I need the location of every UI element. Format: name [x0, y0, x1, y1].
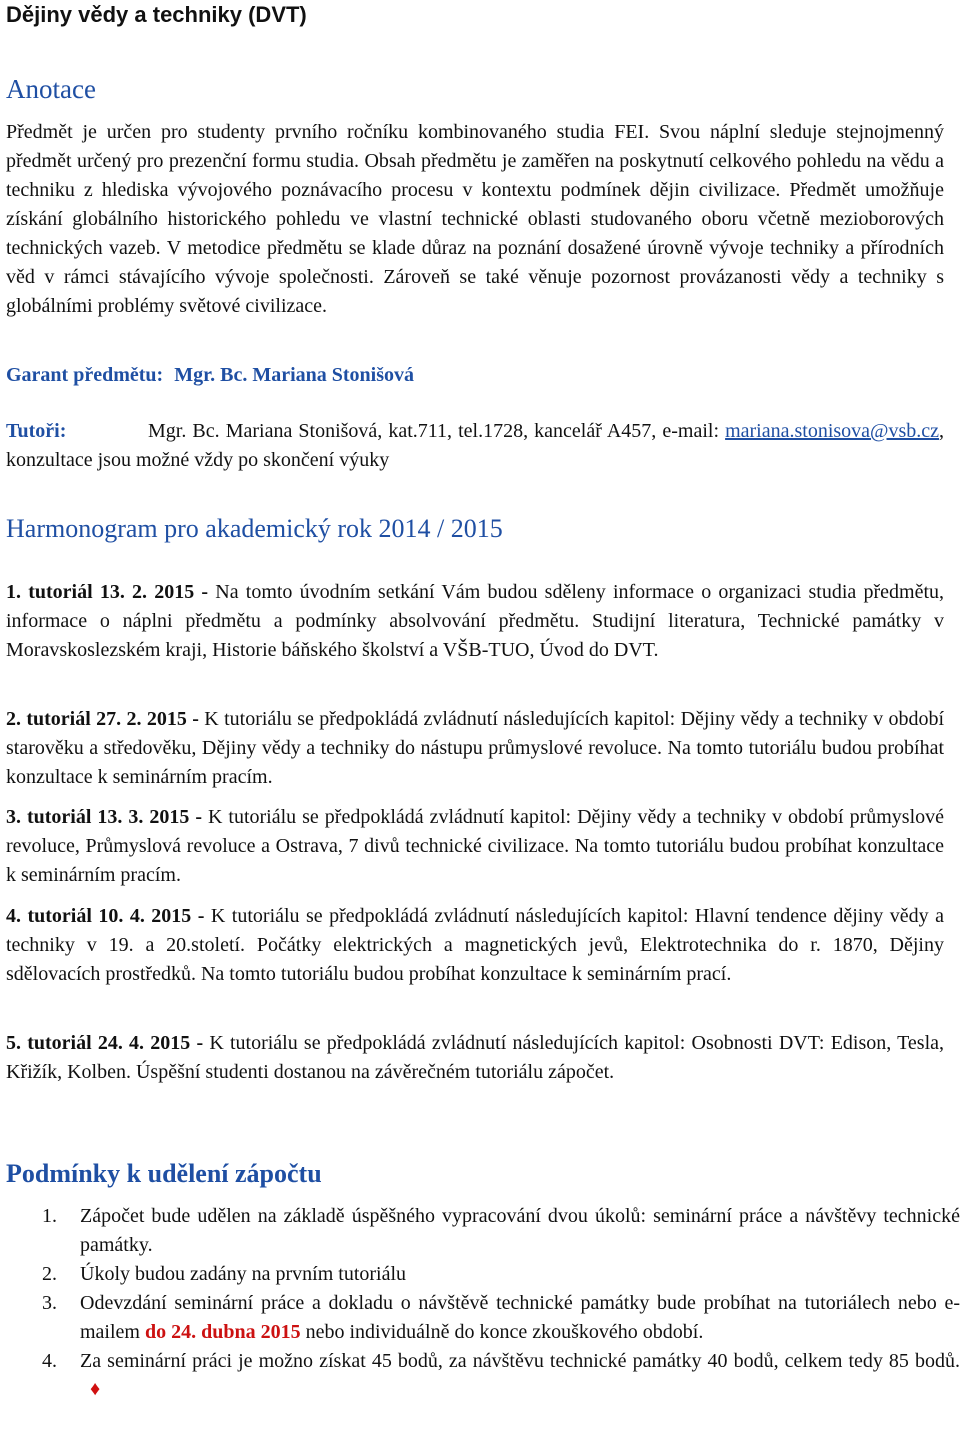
- deadline-highlight: do 24. dubna 2015: [144, 1321, 301, 1343]
- tutorial-text: K tutoriálu se předpokládá zvládnutí následujících kapitol: Hlavní tendence dějiny vědy a techniky v 19. a 20.století. Počátky elektrických a magnetických jevů, Elektrotechnika do r. 1870, Dějiny sdělovacích prostředků. Na tomto tutoriálu budou probíhat konzultace k seminárním prací.: [6, 905, 944, 985]
- list-item: [42, 1202, 960, 1260]
- tutori-paragraph: [6, 417, 944, 475]
- tutorial-item: [6, 578, 944, 665]
- harmonogram-heading: Harmonogram pro akademický rok 2014 / 2015: [6, 514, 503, 543]
- diamond-icon: ♦: [90, 1378, 101, 1400]
- anotace-paragraph: Předmět je určen pro studenty prvního ročníku kombinovaného studia FEI. Svou náplní sleduje stejnojmenný předmět určený pro prezenční formu studia. Obsah předmětu je zaměřen na poskytnutí celkového pohledu na vědu a techniku z hlediska vývojového poznávacího procesu v kontextu podmínek dějin civilizace. Předmět umožňuje získání globálního historického pohledu ve vlastní technické oblasti studovaného oboru včetně mezioborových technických vazeb. V metodice předmětu se klade důraz na poznání dosažené úrovně vývoje techniky a přírodních věd v rámci stávajícího vývoje společnosti. Zároveň se také věnuje pozornost provázanosti vědy a techniky s globálními problémy světové civilizace.: [6, 121, 944, 317]
- podminky-heading: Podmínky k udělení zápočtu: [6, 1159, 322, 1188]
- tutorial-item: [6, 902, 944, 989]
- tutorial-text: K tutoriálu se předpokládá zvládnutí kapitol: Dějiny vědy a techniky v období průmyslové revoluce, Průmyslová revoluce a Ostrava, 7 divů technické civilizace. Na tomto tutoriálu budou probíhat konzultace k seminárním pracím.: [6, 806, 945, 886]
- list-text: Zápočet bude udělen na základě úspěšného vypracování dvou úkolů: seminární práce a návštěvy technické památky.: [80, 1205, 960, 1256]
- list-number: 1.: [42, 1205, 57, 1227]
- tutorial-item: [6, 705, 944, 792]
- list-text: Za seminární práci je možno získat 45 bodů, za návštěvu technické památky 40 bodů, celkem tedy 85 bodů.: [80, 1350, 960, 1372]
- tutori-consultation: , konzultace jsou možné vždy po skončení výuky: [6, 420, 944, 471]
- list-item: [42, 1289, 960, 1347]
- email-link[interactable]: mariana.stonisova@vsb.cz: [725, 420, 939, 442]
- list-text: Odevzdání seminární práce a dokladu o návštěvě technické památky bude probíhat na tutoriálech nebo e-mailem: [80, 1292, 960, 1343]
- garant-name: Mgr. Bc. Mariana Stonišová: [174, 364, 415, 386]
- garant-label: Garant předmětu:: [6, 364, 164, 386]
- list-number: 2.: [42, 1263, 57, 1285]
- list-text-end: nebo individuálně do konce zkouškového období.: [300, 1321, 704, 1343]
- tutorial-date: 5. tutoriál 24. 4. 2015 -: [6, 1032, 204, 1054]
- anotace-heading: Anotace: [6, 74, 96, 104]
- tutorial-text: K tutoriálu se předpokládá zvládnutí následujících kapitol: Dějiny vědy a techniky v období starověku a středověku, Dějiny vědy a techniky do nástupu průmyslové revoluce. Na tomto tutoriálu budou probíhat konzultace k seminárním pracím.: [6, 708, 945, 788]
- tutorial-text: K tutoriálu se předpokládá zvládnutí následujících kapitol: Osobnosti DVT: Edison, Tesla, Křižík, Kolben. Úspěšní studenti dostanou na závěrečném tutoriálu zápočet.: [6, 1032, 944, 1083]
- tutorial-item: [6, 803, 944, 890]
- list-text: Úkoly budou zadány na prvním tutoriálu: [80, 1263, 407, 1285]
- tutorial-date: 1. tutoriál 13. 2. 2015 -: [6, 581, 209, 603]
- tutori-label: Tutoři:: [6, 420, 67, 442]
- tutorial-date: 2. tutoriál 27. 2. 2015 -: [6, 708, 199, 730]
- list-number: 3.: [42, 1292, 57, 1314]
- tutorial-date: 4. tutoriál 10. 4. 2015 -: [6, 905, 205, 927]
- garant-line: [6, 361, 414, 390]
- tutori-details: Mgr. Bc. Mariana Stonišová, kat.711, tel.1728, kancelář A457, e-mail:: [148, 420, 726, 442]
- conditions-list: [42, 1202, 960, 1405]
- tutorial-date: 3. tutoriál 13. 3. 2015 -: [6, 806, 202, 828]
- list-item: [42, 1260, 960, 1289]
- list-number: 4.: [42, 1350, 57, 1372]
- tutorial-text: Na tomto úvodním setkání Vám budou sděleny informace o organizaci studia předmětu, informace o náplni předmětu a podmínky absolvování předmětu. Studijní literatura, Technické památky v Moravskoslezském kraji, Historie báňského školství a VŠB-TUO, Úvod do DVT.: [6, 581, 945, 661]
- list-item: [42, 1347, 960, 1405]
- document-title: Dějiny vědy a techniky (DVT): [6, 2, 307, 27]
- tutorial-item: [6, 1029, 944, 1087]
